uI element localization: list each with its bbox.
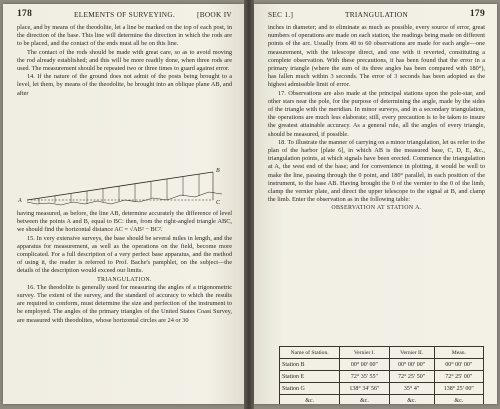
table-cell: 138° 25′ 00″	[434, 383, 483, 395]
page-number: 178	[17, 9, 33, 19]
table-cell: Station B	[280, 359, 340, 371]
label-a: A	[18, 198, 22, 204]
paragraph: having measured, as before, the line AB, determine accurately the difference of level between the points A and B, equal to BC: then, from the right-angled triangle ABC, we should find the horizontal distance AC = √AB² − BC².	[17, 210, 232, 234]
label-b: B	[216, 168, 220, 174]
table-cell: Station E	[280, 371, 340, 383]
ground-line	[27, 192, 222, 205]
body-text	[268, 24, 485, 213]
section-reference: SEC 1.]	[268, 10, 294, 19]
paragraph: place, and by means of the theodolite, let a line be marked on the top of each post, in the direction of the base. This line will determine the direction in which the rods are to be placed, and the contact of the ends must all be on this line.	[17, 24, 232, 48]
oblique-base-diagram	[17, 164, 232, 208]
table-cell: 00° 00′ 00″	[389, 359, 434, 371]
table-cell: Station G	[280, 383, 340, 395]
header-cell: Vernier II.	[389, 347, 434, 359]
body-text-top	[17, 24, 232, 98]
page-number: 179	[469, 9, 485, 19]
table-cell: 00° 00′ 00″	[434, 359, 483, 371]
table-row	[280, 395, 484, 405]
table-cell: 35° 4″	[389, 383, 434, 395]
paragraph: inches in diameter; and to eliminate as much as possible, every source of error, great numbers of operations are made on each station, the readings being made on different points of the arc. Usually from 40 to 60 observations are made for each angle—one measurement, with the telescope direct, and one with it reverted, constituting a complete observation. With these precautions, it has been found that the error in a primary triangle (where the sum of its three angles has been compared with 180°), has fallen much within 3 seconds. The error of 3 seconds has been adopted as the highest admissible limit of error.	[268, 24, 485, 89]
table-row	[280, 383, 484, 395]
table-cell: 72° 25′ 50″	[389, 371, 434, 383]
running-head	[17, 10, 232, 21]
paragraph-18: 18. To illustrate the manner of carrying on a minor triangulation, let us refer to the plan of the harbor [plate 6], in which AB is the measured base, C, D, E, &c., triangulation points, at which signals have been erected. Commence the triangulation at A, the west end of the base; and for convenience in plotting, it would be well to make the line, passing through the 0 point, and 180° parallel, in each position of the instrument, to the base AB. Having brought the 0 of the vernier to the 0 of the limb, clamp the vernier plate, and direct the upper telescope to the signal at B, and clamp the limb. Enter the observation as in the following table:	[268, 138, 486, 204]
table-cell: &c.	[434, 395, 483, 405]
table-row	[280, 359, 484, 371]
paragraph-16: 16. The theodolite is generally used for measuring the angles of a trigonometric survey. The extent of the survey, and the standard of accuracy to which the results are required to conform, must determine the size and perfection of the instrument to be employed. The angles of the primary triangles of the United States Coast Survey, are measured with theodolites, whose horizontal circles are 24 or 30	[17, 283, 232, 324]
table-row	[280, 371, 484, 383]
right-page	[254, 4, 497, 404]
table-cell: 72° 35′ 55″	[340, 371, 389, 383]
running-head-title: TRIANGULATION	[344, 10, 409, 19]
observation-table	[279, 346, 484, 404]
left-page	[3, 4, 244, 404]
running-head-title: ELEMENTS OF SURVEYING.	[73, 10, 176, 19]
running-head	[268, 10, 485, 21]
header-cell: Name of Station.	[280, 347, 340, 359]
table-cell: 00° 00′ 00″	[340, 359, 389, 371]
paragraph-17: 17. Observations are also made at the principal stations upon the pole-star, and other stars near the pole, for the purpose of determining the angle, made by the sides of the triangle with the meridian. In minor surveys, and in a secondary triangulation, the operations are much less elaborate; still, every precaution is to be taken to insure the greatest attainable accuracy. As a general rule, all the angles of every triangle, should be measured, if possible.	[268, 89, 485, 138]
header-cell: Mean.	[434, 347, 483, 359]
table-cell: 138° 34′ 56″	[340, 383, 389, 395]
paragraph-14: 14. If the nature of the ground does not admit of the posts being brought to a level, let them, by means of the theodolite, be brought into an oblique plane AB, and after	[17, 73, 232, 97]
label-c: C	[216, 200, 221, 206]
paragraph: The contact of the rods should be made with great care, so as to avoid moving the rod already established; and this will be more readily done, when three rods are used. The measurement should be repeated two or three times to guard against error.	[17, 48, 232, 73]
body-text-bottom	[17, 210, 232, 325]
table-cell: &c.	[280, 395, 340, 405]
table-cell: 72° 25′ 00″	[434, 371, 483, 383]
table-cell: &c.	[389, 395, 434, 405]
section-heading: TRIANGULATION.	[97, 276, 152, 283]
book-gutter	[244, 0, 254, 409]
table-cell: &c.	[340, 395, 389, 405]
book-reference: [BOOK IV	[196, 10, 232, 19]
table-caption: OBSERVATION AT STATION A.	[331, 205, 422, 212]
paragraph-15: 15. In very extensive surveys, the base should be several miles in length, and the apparatus for measurement, as well as the operations on the field, become more complicated. For a full description of a very perfect base apparatus, and the method of using it, the reader is referred to Prof. Bache's pamphlet, on the subject—the details of the description would exceed our limits.	[17, 234, 232, 275]
table-header-row	[280, 347, 484, 359]
header-cell: Vernier I.	[340, 347, 389, 359]
posts	[39, 174, 199, 204]
